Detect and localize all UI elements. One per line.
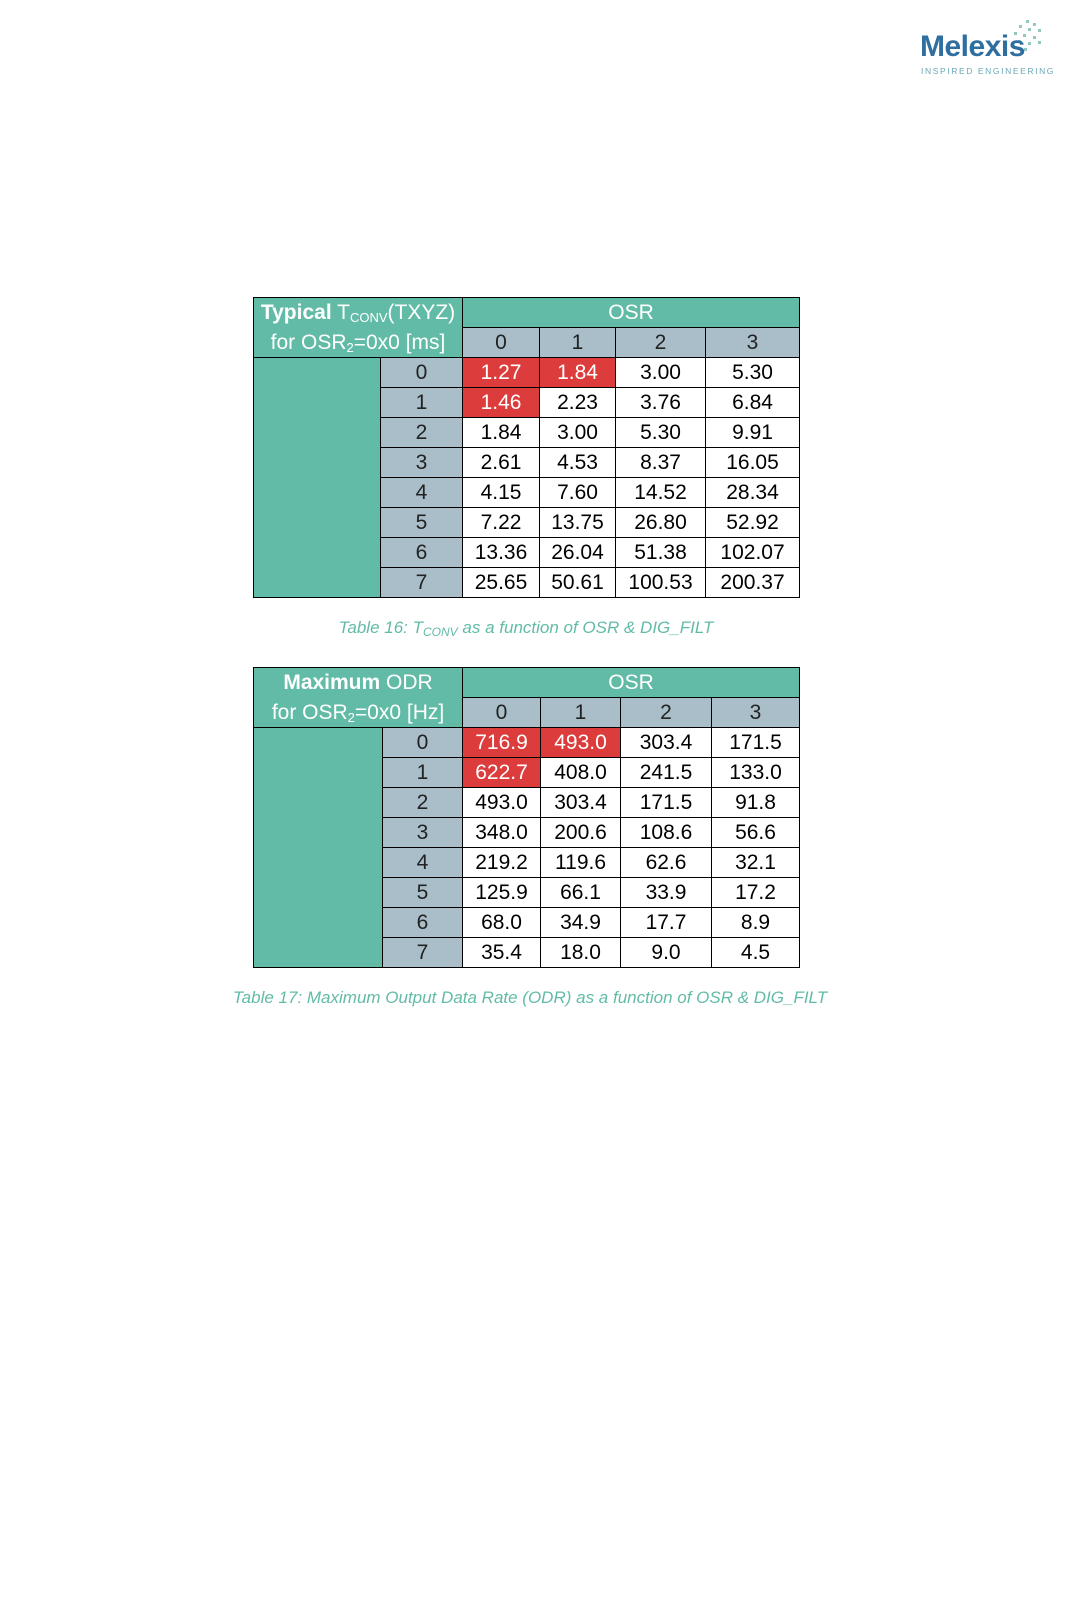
- table-cell: 241.5: [621, 758, 712, 788]
- table-cell: 9.91: [706, 418, 800, 448]
- table-cell: 33.9: [621, 878, 712, 908]
- table-cell: 171.5: [621, 788, 712, 818]
- table-cell: 8.37: [616, 448, 706, 478]
- logo-tagline: INSPIRED ENGINEERING: [921, 66, 1056, 76]
- osr-header: OSR: [463, 668, 800, 698]
- tconv-table: [253, 297, 800, 598]
- table-cell: 25.65: [463, 568, 540, 598]
- table-corner-subheader: for $OSR_2=0x0$ [ms]: [254, 328, 463, 358]
- table-cell: 35.4: [463, 938, 541, 968]
- osr-col-header: 3: [712, 698, 800, 728]
- table-row: [254, 728, 800, 758]
- table-cell: 68.0: [463, 908, 541, 938]
- table-cell: 171.5: [712, 728, 800, 758]
- table-cell: 6.84: [706, 388, 800, 418]
- table-cell: 622.7: [463, 758, 541, 788]
- row-header: 5: [383, 878, 463, 908]
- row-header: 0: [383, 728, 463, 758]
- table-cell: 5.30: [706, 358, 800, 388]
- osr-col-header: 3: [706, 328, 800, 358]
- row-header: 4: [381, 478, 463, 508]
- odr-table: [253, 667, 800, 968]
- row-header: 4: [383, 848, 463, 878]
- row-header: 1: [383, 758, 463, 788]
- table-cell: 200.37: [706, 568, 800, 598]
- row-header: 7: [383, 938, 463, 968]
- logo-wordmark: Melexis: [920, 30, 1025, 63]
- dig-filt-blank-cell: [254, 358, 381, 598]
- dig-filt-blank-cell: [254, 728, 383, 968]
- row-header: 7: [381, 568, 463, 598]
- osr-col-header: 1: [541, 698, 621, 728]
- table-cell: 5.30: [616, 418, 706, 448]
- table-cell: 13.75: [540, 508, 616, 538]
- osr-col-header: 1: [540, 328, 616, 358]
- table16-caption: Table 16: TCONV as a function of OSR & DIG_FILT: [338, 618, 714, 639]
- table-corner-header: Maximum ODR: [254, 668, 463, 698]
- table-cell: 3.00: [616, 358, 706, 388]
- osr-col-header: 2: [621, 698, 712, 728]
- osr-col-header: 0: [463, 698, 541, 728]
- table-cell: 119.6: [541, 848, 621, 878]
- table17-caption: Table 17: Maximum Output Data Rate (ODR) as a function of OSR & DIG_FILT: [232, 988, 828, 1007]
- table-cell: 17.7: [621, 908, 712, 938]
- table-cell: 66.1: [541, 878, 621, 908]
- table-cell: 303.4: [621, 728, 712, 758]
- melexis-logo: [920, 22, 1056, 80]
- table-cell: 493.0: [541, 728, 621, 758]
- table-cell: 28.34: [706, 478, 800, 508]
- table-cell: 200.6: [541, 818, 621, 848]
- row-header: 5: [381, 508, 463, 538]
- table-cell: 493.0: [463, 788, 541, 818]
- table-cell: 133.0: [712, 758, 800, 788]
- table-cell: 13.36: [463, 538, 540, 568]
- row-header: 2: [383, 788, 463, 818]
- table-cell: 219.2: [463, 848, 541, 878]
- table-cell: 26.80: [616, 508, 706, 538]
- row-header: 1: [381, 388, 463, 418]
- table-cell: 1.46: [463, 388, 540, 418]
- row-header: 6: [381, 538, 463, 568]
- osr-col-header: 0: [463, 328, 540, 358]
- row-header: 2: [381, 418, 463, 448]
- row-header: 3: [381, 448, 463, 478]
- table-cell: 34.9: [541, 908, 621, 938]
- table-cell: 2.61: [463, 448, 540, 478]
- table-cell: 4.5: [712, 938, 800, 968]
- table-cell: 56.6: [712, 818, 800, 848]
- table-cell: 108.6: [621, 818, 712, 848]
- table-row: [254, 358, 800, 388]
- table-cell: 100.53: [616, 568, 706, 598]
- table-cell: 8.9: [712, 908, 800, 938]
- table-cell: 50.61: [540, 568, 616, 598]
- row-header: 3: [383, 818, 463, 848]
- table-cell: 91.8: [712, 788, 800, 818]
- table-cell: 14.52: [616, 478, 706, 508]
- table-cell: 16.05: [706, 448, 800, 478]
- table-cell: 62.6: [621, 848, 712, 878]
- table-cell: 102.07: [706, 538, 800, 568]
- row-header: 6: [383, 908, 463, 938]
- table-cell: 52.92: [706, 508, 800, 538]
- table-cell: 4.53: [540, 448, 616, 478]
- table-cell: 26.04: [540, 538, 616, 568]
- table-cell: 7.60: [540, 478, 616, 508]
- row-header: 0: [381, 358, 463, 388]
- table-cell: 716.9: [463, 728, 541, 758]
- table-cell: 9.0: [621, 938, 712, 968]
- table-cell: 348.0: [463, 818, 541, 848]
- table-cell: 1.84: [463, 418, 540, 448]
- table-cell: 18.0: [541, 938, 621, 968]
- table-cell: 32.1: [712, 848, 800, 878]
- table-cell: 408.0: [541, 758, 621, 788]
- osr-col-header: 2: [616, 328, 706, 358]
- table-cell: 17.2: [712, 878, 800, 908]
- table-cell: 2.23: [540, 388, 616, 418]
- table-cell: 1.84: [540, 358, 616, 388]
- table-cell: 51.38: [616, 538, 706, 568]
- table-corner-subheader: for $OSR_2=0x0$ [Hz]: [254, 698, 463, 728]
- table-cell: 3.00: [540, 418, 616, 448]
- table-cell: 7.22: [463, 508, 540, 538]
- table-cell: 125.9: [463, 878, 541, 908]
- osr-header: OSR: [463, 298, 800, 328]
- table-cell: 3.76: [616, 388, 706, 418]
- table-cell: 4.15: [463, 478, 540, 508]
- table-corner-header: Typical $T_{CONV}(TXYZ)$: [254, 298, 463, 328]
- table-cell: 303.4: [541, 788, 621, 818]
- table-cell: 1.27: [463, 358, 540, 388]
